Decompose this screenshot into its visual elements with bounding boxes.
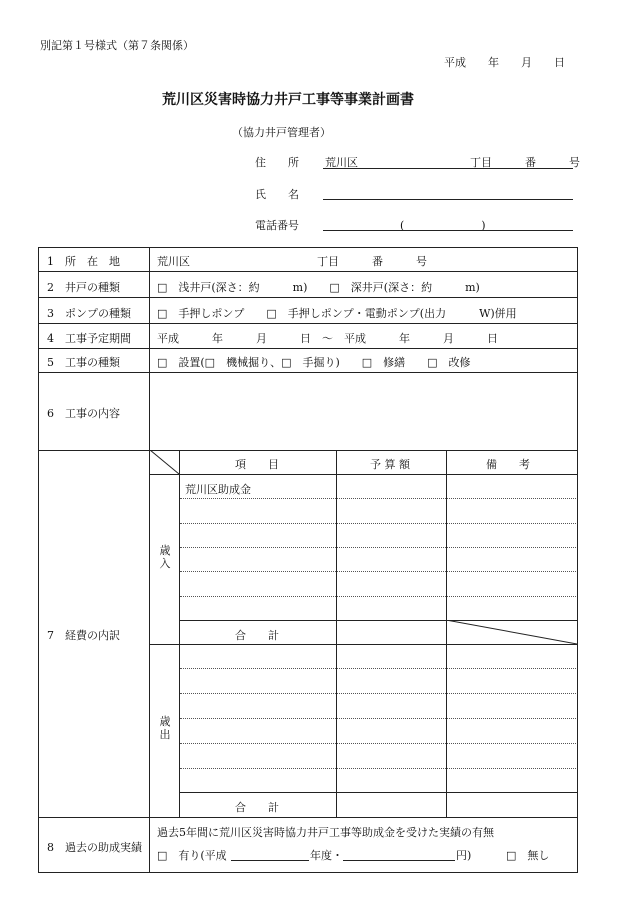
row2-label: 2 井戸の種類	[47, 281, 120, 294]
phone-label: 電話番号	[255, 219, 299, 232]
address-value: 荒川区	[325, 156, 358, 169]
date-line: 平成 年 月 日	[444, 56, 565, 69]
plan-form-table	[38, 247, 578, 873]
col-header-note: 備 考	[486, 458, 530, 471]
address-label: 住 所	[255, 156, 299, 169]
row6-work-content-area[interactable]	[150, 373, 577, 450]
expense-label: 歳出	[159, 715, 171, 741]
row8-yes-option[interactable]: □ 有り(平成	[157, 849, 227, 862]
name-label: 氏 名	[255, 188, 299, 201]
row4-label: 4 工事予定期間	[47, 332, 131, 345]
income-label: 歳入	[159, 544, 171, 570]
row8-label: 8 過去の助成実績	[47, 841, 142, 854]
row5-work-type-options[interactable]: □ 設置(□ 機械掘り、□ 手掘り) □ 修繕 □ 改修	[157, 356, 471, 369]
income-total-note-diagonal	[446, 620, 577, 645]
address-underline	[323, 168, 573, 169]
row8-question: 過去5年間に荒川区災害時協力井戸工事等助成金を受けた実績の有無	[157, 826, 494, 839]
income-item-subsidy: 荒川区助成金	[185, 483, 251, 496]
row3-pump-type-options[interactable]: □ 手押しポンプ □ 手押しポンプ・電動ポンプ(出力 W)併用	[157, 307, 517, 320]
row8-no-option[interactable]: □ 無し	[506, 849, 550, 862]
expense-total-label: 合 計	[235, 801, 279, 814]
phone-field[interactable]	[323, 230, 573, 231]
label-col-divider	[149, 248, 150, 873]
row4-period-value[interactable]: 平成 年 月 日 ～ 平成 年 月 日	[157, 332, 498, 345]
page-title: 荒川区災害時協力井戸工事等事業計画書	[162, 92, 414, 108]
col-header-item: 項 目	[235, 458, 279, 471]
applicant-section-label: （協力井戸管理者）	[232, 126, 331, 139]
row8-yen-suffix: 円)	[456, 849, 472, 862]
phone-paren: ( )	[400, 219, 486, 232]
address-suffix: 丁目 番 号	[470, 156, 580, 169]
row8-year-suffix: 年度・	[310, 849, 343, 862]
row2-well-type-options[interactable]: □ 浅井戸(深さ：約 m) □ 深井戸(深さ：約 m)	[157, 281, 480, 294]
row5-label: 5 工事の種類	[47, 356, 120, 369]
income-total-label: 合 計	[235, 629, 279, 642]
name-field[interactable]	[323, 199, 573, 200]
form-id: 別記第１号様式（第７条関係）	[40, 39, 194, 52]
row1-label: 1 所 在 地	[47, 255, 120, 268]
row8-amount-field[interactable]	[343, 860, 455, 861]
corner-diagonal	[150, 450, 180, 475]
row8-year-field[interactable]	[231, 860, 309, 861]
row3-label: 3 ポンプの種類	[47, 307, 131, 320]
row1-location-value[interactable]: 荒川区	[157, 255, 190, 268]
row7-label: 7 経費の内訳	[47, 629, 120, 642]
col-header-amount: 予 算 額	[370, 458, 410, 471]
row1-location-suffix: 丁目 番 号	[317, 255, 427, 268]
row6-label: 6 工事の内容	[47, 407, 120, 420]
